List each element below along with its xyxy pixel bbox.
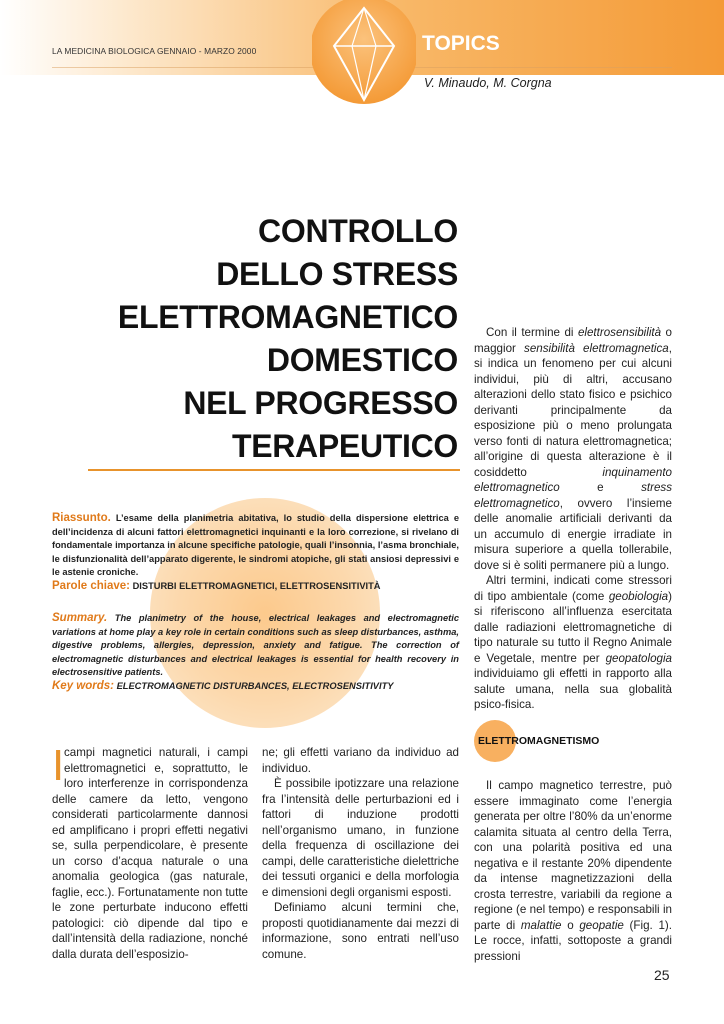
paragraph: ne; gli effetti variano da individuo ad individuo. <box>262 746 459 775</box>
abstract-english <box>52 612 459 694</box>
text-run: individuiamo gli effetti in rapporto alla salute umana, nella sua globalità psico-fisica. <box>474 667 672 711</box>
title-line: ELETTROMAGNETICO <box>117 299 458 335</box>
summary-text: The planimetry of the house, electrical leakages and electromagnetic variations at home play a key role in certain conditions such as sleep disturbances, asthma, digestive problems, allergies, depression, anxiety and fatigue. The correction of electromagnetic disturbances and electrical leakages is essential for health recovery in electrosensitive patients. <box>52 613 459 678</box>
title-rule <box>88 469 460 471</box>
text-run: ) si riferiscono all’influenza esercitata dalle radiazioni elettromagnetiche di tipo naturale su tutto il Regno Animale e Vegetale, mentre per <box>474 589 672 665</box>
riassunto-text: L’esame della planimetria abitativa, lo studio della dispersione elettrica e dell’incidenza di alcuni fattori elettromagnetici inquinanti e la loro correzione, si rivelano di fondamentale importanza in alcune specifiche patologie, quali l’insonnia, l’asma bronchiale, le disfunzionalità dell’apparato digerente, le sindromi atopiche, gli stati ansiosi depressivi e le astenie croniche. <box>52 513 459 578</box>
diamond-logo-icon <box>312 0 416 112</box>
paragraph: campi magnetici naturali, i campi elettromagnetici e, soprattutto, le loro interferenze in corrispondenza delle camere da letto, vengono considerati particolarmente dannosi ed amplificano i propri effetti negativi se, sulla perpendicolare, è presente un corso d’acqua naturale o una anomalia geologica (gas naturale, faglie, ecc.). Fortunatamente non tutte le zone perturbate inducono effetti patologici: ciò dipende dal tipo e dall’intensità della radiazione, nonché dalla durata dell’esposizio- <box>52 746 248 961</box>
key-words-label: Key words: <box>52 679 114 692</box>
text-run: (Fig. 1). Le rocce, infatti, sottoposte a grandi pressioni <box>474 918 672 963</box>
riassunto-label: Riassunto. <box>52 512 111 524</box>
italic-term: sensibilità elettromagnetica <box>524 341 669 355</box>
abstract-italian <box>52 512 459 594</box>
title-line: TERAPEUTICO <box>231 428 458 464</box>
section-heading <box>474 735 600 747</box>
text-run: o <box>561 918 580 932</box>
body-column-1 <box>52 741 248 962</box>
title-line: DELLO STRESS <box>216 256 458 292</box>
drop-cap: I <box>52 741 65 790</box>
title-line: DOMESTICO <box>266 342 458 378</box>
paragraph: Definiamo alcuni termini che, proposti quotidianamente dai mezzi di informazione, sono entrati nell’uso comune. <box>262 901 459 961</box>
section-label: TOPICS <box>422 32 500 55</box>
paragraph <box>474 778 672 964</box>
body-column-2 <box>262 745 459 962</box>
italic-term: inquinamento elettromagnetico <box>474 465 672 494</box>
text-run: o maggior <box>474 326 672 355</box>
text-run: e <box>559 481 642 494</box>
italic-term: geopatie <box>579 918 624 932</box>
page-number: 25 <box>654 967 670 983</box>
text-run: Con il termine di <box>486 326 578 339</box>
italic-term: stress elettromagnetico <box>474 481 672 510</box>
key-words-text: ELECTROMAGNETIC DISTURBANCES, ELECTROSENSITIVITY <box>116 680 394 691</box>
text-run: Il campo magnetico terrestre, può essere immaginato come l’energia generata per oltre l’80% da un’enorme calamita situata al centro della Terra, con una polarità positiva ed una negativa e il restante 20% dipendente da intense magnetizzazioni della crosta terrestre, variabili da regione a regione (e nel tempo) e responsabili in parte di <box>474 779 672 932</box>
italic-term: malattie <box>520 918 562 932</box>
summary-label: Summary. <box>52 612 108 624</box>
italic-term: elettrosensibilità <box>577 326 662 339</box>
body-column-4 <box>474 778 672 964</box>
title-line: NEL PROGRESSO <box>183 385 458 421</box>
italic-term: geopatologia <box>605 651 672 665</box>
body-column-3 <box>474 325 672 713</box>
section-heading-text: ELETTROMAGNETISMO <box>478 735 600 747</box>
paragraph: È possibile ipotizzare una relazione fra l’intensità delle perturbazioni ed i fattori di induzione prodotti nell’organismo umano, in funzione della frequenza di oscillazione dei campi, delle caratteristiche dielettriche dei tessuti organici e della morfologia e dimensioni degli organismi esposti. <box>262 777 459 899</box>
text-run: , ovvero l’insieme delle anomalie artificiali derivanti da un accumulo di energie irradiate in misura superiore a quella tollerabile, dove si è soliti permanere più a lungo. <box>474 496 672 572</box>
title-line: CONTROLLO <box>258 213 458 249</box>
italic-term: geobiologia <box>608 589 669 603</box>
article-title <box>60 210 458 468</box>
text-run: Altri termini, indicati come stressori di tipo ambientale (come <box>474 574 672 603</box>
paragraph <box>474 325 672 573</box>
journal-name: LA MEDICINA BIOLOGICA GENNAIO - MARZO 2000 <box>52 46 257 56</box>
text-run: , si indica un fenomeno per cui alcuni individui, più di altri, accusano alterazioni dello stato fisico e psichico derivanti principalmente da esposizione più o meno prolungata verso fonti di natura elettromagnetica; all’origine di questa alterazione è il cosiddetto <box>474 341 672 479</box>
paragraph <box>474 573 672 713</box>
authors: V. Minaudo, M. Corgna <box>424 76 552 90</box>
parole-chiave-text: DISTURBI ELETTROMAGNETICI, ELETTROSENSITIVITÀ <box>132 580 381 591</box>
parole-chiave-label: Parole chiave: <box>52 579 130 592</box>
